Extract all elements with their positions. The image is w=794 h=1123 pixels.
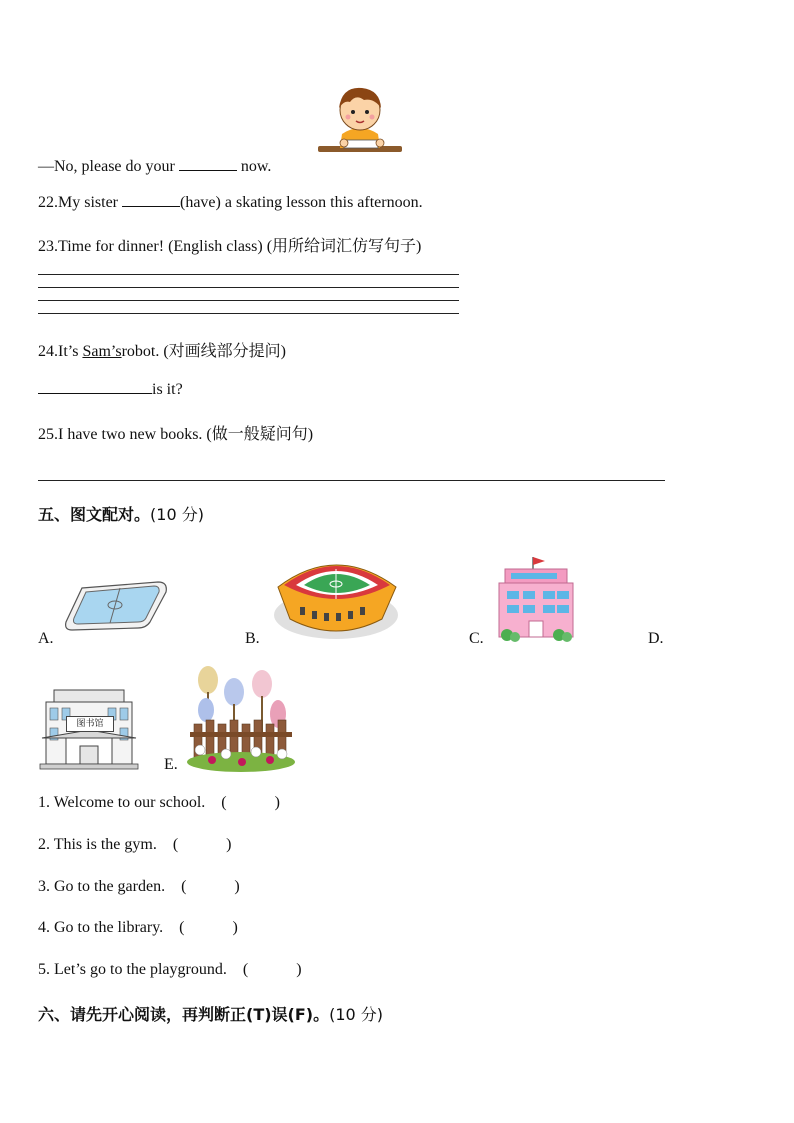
answer-blank[interactable] bbox=[122, 192, 180, 207]
statement-text: 5. Let’s go to the playground. bbox=[38, 961, 227, 978]
question-21 bbox=[38, 156, 271, 176]
option-c-label: C. bbox=[469, 630, 484, 647]
garden-icon bbox=[186, 662, 296, 772]
section-5-score: (10 分) bbox=[150, 505, 204, 524]
question-23: 23.Time for dinner! (English class) (用所给词汇仿写句子) bbox=[38, 238, 422, 255]
section-5-title-text: 五、图文配对。 bbox=[38, 505, 151, 524]
statement-1 bbox=[38, 794, 280, 812]
school-building-icon bbox=[497, 555, 577, 643]
answer-line[interactable] bbox=[38, 313, 459, 314]
statement-text: 3. Go to the garden. bbox=[38, 878, 166, 895]
question-22 bbox=[38, 192, 423, 212]
q22-text2: (have) a skating lesson this afternoon. bbox=[180, 194, 423, 211]
question-24-answer bbox=[38, 379, 183, 399]
option-d-label: D. bbox=[648, 630, 664, 647]
section-5-title bbox=[38, 502, 204, 525]
q22-text1: My sister bbox=[58, 194, 118, 211]
answer-bracket[interactable]: ( ) bbox=[179, 919, 238, 936]
answer-line[interactable] bbox=[38, 274, 459, 275]
statement-5 bbox=[38, 961, 302, 979]
option-a-label: A. bbox=[38, 630, 54, 647]
q24-answer-suffix: is it? bbox=[152, 381, 183, 398]
question-24 bbox=[38, 338, 286, 361]
library-sign: 图书馆 bbox=[66, 716, 114, 732]
q24-prefix: 24.It’s bbox=[38, 343, 79, 360]
section-6-score: (10 分) bbox=[329, 1005, 384, 1024]
stadium-icon bbox=[270, 543, 402, 643]
boy-writing-illustration bbox=[316, 82, 406, 170]
q22-number: 22. bbox=[38, 194, 58, 211]
option-e-label: E. bbox=[164, 756, 178, 773]
answer-bracket[interactable]: ( ) bbox=[172, 836, 232, 853]
q24-underlined-word: Sam’s bbox=[82, 343, 122, 360]
answer-blank[interactable] bbox=[179, 156, 237, 171]
statement-text: 1. Welcome to our school. bbox=[38, 794, 206, 811]
section-6-title-text: 六、请先开心阅读，再判断正(T)误(F)。 bbox=[38, 1005, 330, 1024]
statement-text: 2. This is the gym. bbox=[38, 836, 157, 853]
answer-bracket[interactable]: ( ) bbox=[221, 794, 280, 811]
q21-suffix: now. bbox=[240, 158, 272, 175]
answer-line[interactable] bbox=[38, 480, 665, 481]
statement-3 bbox=[38, 878, 240, 896]
answer-line[interactable] bbox=[38, 287, 459, 288]
answer-bracket[interactable]: ( ) bbox=[242, 961, 302, 978]
library-building-icon bbox=[40, 688, 138, 770]
answer-bracket[interactable]: ( ) bbox=[181, 878, 240, 895]
statement-text: 4. Go to the library. bbox=[38, 919, 164, 936]
section-6-title bbox=[38, 1002, 383, 1025]
q21-prefix: —No, please do your bbox=[38, 158, 175, 175]
ice-rink-icon bbox=[62, 578, 172, 633]
statement-2 bbox=[38, 836, 231, 854]
answer-blank[interactable] bbox=[38, 379, 152, 394]
option-b-label: B. bbox=[245, 630, 260, 647]
question-25: 25.I have two new books. (做一般疑问句) bbox=[38, 426, 314, 443]
q24-suffix: robot. (对画线部分提问) bbox=[121, 343, 287, 360]
answer-line[interactable] bbox=[38, 300, 459, 301]
statement-4 bbox=[38, 919, 238, 937]
